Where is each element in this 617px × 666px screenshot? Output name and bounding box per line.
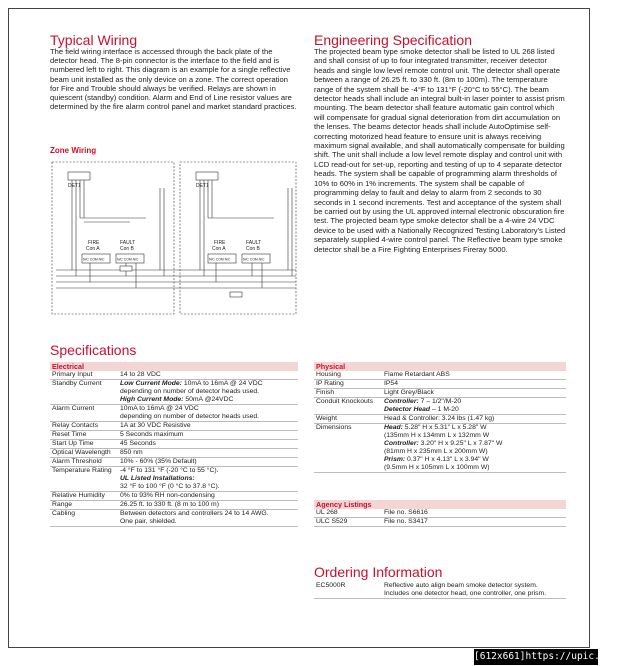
- relay-contacts-2: N/C COM N/C: [117, 257, 139, 262]
- spec-value-line: 850 nm: [120, 449, 143, 456]
- spec-value-line: One pair, shielded.: [120, 518, 177, 525]
- relay-contacts-4: N/C COM N/C: [243, 257, 265, 262]
- spec-value-line: (81mm H x 235mm L x 200mm W): [384, 448, 488, 455]
- fault-label-right: FAULT: [246, 240, 262, 246]
- spec-row: [50, 440, 298, 449]
- spec-value-line: 10% - 60% (35% Default): [120, 458, 197, 465]
- spec-value: [118, 467, 298, 492]
- spec-value: [118, 431, 298, 440]
- det1-connector-right: [196, 172, 218, 180]
- spec-row: [50, 449, 298, 458]
- spec-value: [382, 398, 566, 415]
- spec-value-line: 1A at 30 VDC Resistive: [120, 422, 191, 429]
- spec-row: [50, 422, 298, 431]
- spec-value: [118, 501, 298, 510]
- relay-contacts-1: N/C COM N/C: [83, 257, 105, 262]
- spec-label: ULC S529: [314, 518, 382, 527]
- spec-value: [382, 518, 566, 527]
- physical-spec-table: [314, 362, 566, 473]
- spec-value-line: Between detectors and controllers 24 to 14 AWG.: [120, 510, 269, 517]
- spec-value-line: 26.25 ft. to 330 ft. (8 m to 100 m): [120, 501, 219, 508]
- spec-label: Dimensions: [314, 424, 382, 473]
- spec-value-line: 10mA to 16mA @ 24 VDC: [120, 405, 199, 412]
- spec-value: [118, 380, 298, 405]
- spec-label: Relative Humidity: [50, 492, 118, 501]
- spec-value-line: (135mm H x 134mm L x 132mm W: [384, 432, 490, 439]
- spec-value: [382, 509, 566, 518]
- con-b-label-left: Con B: [120, 246, 134, 252]
- spec-label: Start Up Time: [50, 440, 118, 449]
- spec-row: [50, 405, 298, 422]
- spec-row: [50, 431, 298, 440]
- spec-value: [382, 415, 566, 424]
- spec-row: [314, 424, 566, 473]
- spec-value-line: Low Current Mode: 10mA to 16mA @ 24 VDC: [120, 380, 263, 387]
- spec-row: [50, 380, 298, 405]
- spec-label: Alarm Threshold: [50, 458, 118, 467]
- section-header: Agency Listings: [314, 500, 566, 509]
- spec-row: [50, 467, 298, 492]
- spec-value-line: IP54: [384, 380, 398, 387]
- spec-value: [118, 449, 298, 458]
- spec-row: [50, 510, 298, 527]
- spec-value-line: File no. S6616: [384, 509, 428, 516]
- spec-label: Standby Current: [50, 380, 118, 405]
- spec-label: Relay Contacts: [50, 422, 118, 431]
- spec-label: Weight: [314, 415, 382, 424]
- spec-label: Cabling: [50, 510, 118, 527]
- det1-connector-left: [68, 172, 90, 180]
- spec-value: [118, 405, 298, 422]
- section-header-row: [314, 500, 566, 509]
- spec-value-line: Prism: 0.37" H x 4.13" L x 3.94" W: [384, 456, 489, 463]
- electrical-spec-table: [50, 362, 298, 527]
- ordering-table: [314, 582, 566, 599]
- spec-value: [118, 510, 298, 527]
- con-a-label-left: Con A: [86, 246, 100, 252]
- spec-value-line: 0% to 93% RH non-condensing: [120, 492, 215, 499]
- section-header-row: [50, 362, 298, 371]
- spec-label: Primary Input: [50, 371, 118, 380]
- spec-value-line: High Current Mode: 50mA @24VDC: [120, 396, 234, 403]
- spec-row: [314, 389, 566, 398]
- spec-value: [382, 380, 566, 389]
- spec-label: Reset Time: [50, 431, 118, 440]
- spec-value-line: Flame Retardant ABS: [384, 371, 450, 378]
- spec-value: [118, 422, 298, 431]
- spec-row: [314, 371, 566, 380]
- spec-value: [382, 424, 566, 473]
- spec-value-line: Controller: 3.20" H x 9.25" L x 7.87" W: [384, 440, 503, 447]
- spec-value: [118, 492, 298, 501]
- spec-row: [314, 582, 566, 599]
- spec-row: [314, 415, 566, 424]
- spec-value: [382, 371, 566, 380]
- spec-value-line: -4 °F to 131 °F (-20 °C to 55 °C).: [120, 467, 219, 474]
- spec-row: [50, 371, 298, 380]
- ordering-title: Ordering Information: [314, 564, 443, 580]
- spec-row: [50, 458, 298, 467]
- spec-row: [314, 398, 566, 415]
- spec-value-line: depending on number of detector heads used.: [120, 388, 260, 395]
- spec-label: IP Rating: [314, 380, 382, 389]
- spec-label: Finish: [314, 389, 382, 398]
- spec-row: [50, 492, 298, 501]
- spec-value-line: UL Listed Installations:: [120, 475, 195, 482]
- spec-value-line: Reflective auto align beam smoke detector system.: [384, 582, 538, 589]
- engineering-spec-title: Engineering Specification: [314, 32, 472, 48]
- con-a-label-right: Con A: [212, 246, 226, 252]
- det1-label-right: DET1: [196, 183, 209, 189]
- spec-value-line: 5 Seconds maximum: [120, 431, 184, 438]
- spec-label: Housing: [314, 371, 382, 380]
- fire-label-left: FIRE: [88, 240, 100, 246]
- spec-row: [50, 501, 298, 510]
- spec-value-line: Light Grey/Black: [384, 389, 434, 396]
- typical-wiring-text: The field wiring interface is accessed through the back plate of the detector head. The 8-pin connector is the interface to the field and is numbered left to right. This diagram is an example for a single reflective beam unit installed as the only device on a zone. The correct operation for Fire and Trouble should always be verified. Relays are shown in quiescent (standby) condition. Alarm and End of Line resistor values are determined by the fire alarm control panel and market standard practices.: [50, 47, 297, 112]
- spec-value-line: depending on number of detector heads used.: [120, 413, 260, 420]
- fault-label-left: FAULT: [120, 240, 136, 246]
- spec-row: [314, 509, 566, 518]
- spec-value: [382, 389, 566, 398]
- spec-label: Alarm Current: [50, 405, 118, 422]
- section-header: Electrical: [50, 362, 298, 371]
- spec-value-line: Head & Controller: 3.24 lbs (1.47 kg): [384, 415, 495, 422]
- spec-value-line: Detector Head – 1 M-20: [384, 406, 459, 413]
- agency-spec-table: [314, 500, 566, 527]
- spec-label: Optical Wavelength: [50, 449, 118, 458]
- spec-row: [314, 518, 566, 527]
- spec-value-line: Includes one detector head, one controller, one prism.: [384, 590, 547, 597]
- spec-value-line: 32 °F to 100 °F (0 °C to 37.8 °C).: [120, 483, 220, 490]
- spec-value: [118, 371, 298, 380]
- section-header: Physical: [314, 362, 566, 371]
- spec-value: [118, 458, 298, 467]
- specifications-title: Specifications: [50, 342, 137, 358]
- det1-label-left: DET1: [68, 183, 81, 189]
- spec-value-line: Head: 5.28" H x 5.31" L x 5.28" W: [384, 424, 487, 431]
- con-b-label-right: Con B: [246, 246, 260, 252]
- spec-row: [314, 380, 566, 389]
- spec-value-line: 14 to 28 VDC: [120, 371, 161, 378]
- spec-value-line: File no. S3417: [384, 518, 428, 525]
- fire-label-right: FIRE: [214, 240, 226, 246]
- spec-label: Range: [50, 501, 118, 510]
- spec-value-line: 45 Seconds: [120, 440, 156, 447]
- engineering-spec-text: The projected beam type smoke detector shall be listed to UL 268 listed and shall consist of up to four integrated transmitter, receiver detector heads and single low level remote control unit. The detector shall operate between a range of 26.25 ft. to 330 ft. (8m to 100m). The temperature range of the system shall be -4°F to 131°F (-20°C to 55°C). The beam detector heads shall include an integral built-in laser pointer to assist prism mounting. The beam detector shall feature automatic gain control which will compensate for gradual signal deterioration from dirt accumulation on the lenses. The beams detector heads shall include AutoOptimise self-correcting motorized head feature to ensure unit is always receiving maximum signal available, and shall automatically compensate for building shift. The unit shall include a low level remote display and control unit with LCD read-out for set-up, reporting and testing of up to 4 separate detector heads. The system shall be capable of programming alarm thresholds of 10% to 60% in 1% increments. The system shall be capable of programming delay to fault and delay to alarm from 2 seconds to 30 seconds in 1 second increments. Test and acceptance of the system shall be carried out by using the UL approved internal electronic obscuration fire test. The projected beam type smoke detector shall be a 4-wire 24 VDC device to be used with a Nationally Recognized Testing Laboratory's Listed separately supplied 4-wire control panel. The Reflective beam type smoke detector shall be a Fire Fighting Enterprises Fireray 5000.: [314, 47, 566, 254]
- section-header-row: [314, 362, 566, 371]
- zone-wiring-diagram: [50, 158, 298, 318]
- spec-label: UL 268: [314, 509, 382, 518]
- relay-contacts-3: N/C COM N/C: [209, 257, 231, 262]
- spec-value-line: Controller: 7 – 1/2"/M-20: [384, 398, 462, 405]
- spec-value-line: (9.5mm H x 105mm L x 100mm W): [384, 464, 490, 471]
- zone-wiring-title: Zone Wiring: [50, 146, 97, 155]
- spec-label: Temperature Rating: [50, 467, 118, 492]
- spec-label: EC5000R: [314, 582, 382, 599]
- typical-wiring-title: Typical Wiring: [50, 32, 138, 48]
- watermark-text: [612x661]https://upic.me/: [474, 649, 598, 665]
- spec-value: [382, 582, 566, 599]
- spec-value: [118, 440, 298, 449]
- spec-label: Conduit Knockouts: [314, 398, 382, 415]
